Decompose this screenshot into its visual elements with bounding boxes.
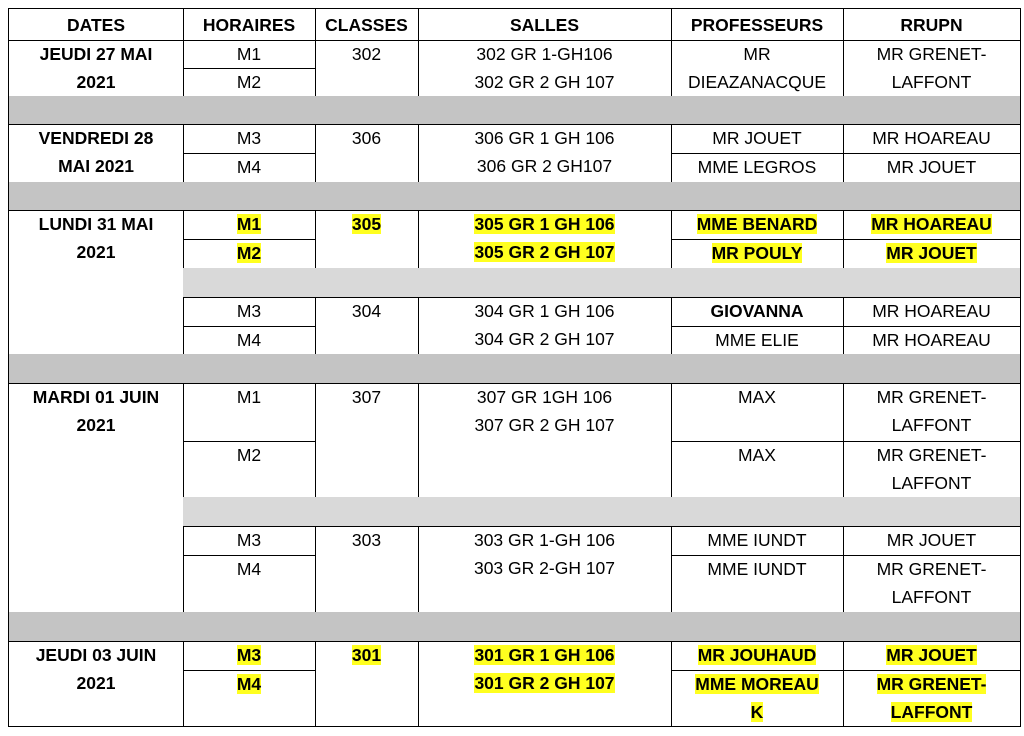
salle-text: 305 GR 1 GH 106 xyxy=(474,214,615,234)
inner-separator xyxy=(843,497,1021,527)
horaire-text: M4 xyxy=(236,330,262,350)
horaire-cell xyxy=(183,40,316,69)
separator-row xyxy=(8,182,184,211)
rrupn-cell xyxy=(843,297,1021,327)
salle-cell xyxy=(418,210,672,269)
horaire-text: M3 xyxy=(236,128,262,148)
rrupn-text: MR GRENET- xyxy=(876,445,987,465)
horaire-cell xyxy=(183,239,316,269)
date-text: JEUDI 03 JUIN xyxy=(35,645,157,665)
inner-separator xyxy=(183,497,316,527)
separator-row xyxy=(671,354,844,384)
separator-row xyxy=(671,612,844,642)
salle-text: 301 GR 2 GH 107 xyxy=(474,673,615,693)
horaire-cell xyxy=(183,641,316,671)
separator-row xyxy=(8,354,184,384)
inner-separator xyxy=(843,268,1021,298)
separator-row xyxy=(418,612,672,642)
date-text: 2021 xyxy=(76,242,116,262)
classe-cell xyxy=(315,383,419,498)
salle-text: 307 GR 2 GH 107 xyxy=(474,415,615,435)
rrupn-text: MR JOUET xyxy=(886,243,977,263)
professeur-cell xyxy=(671,40,844,97)
inner-separator xyxy=(315,497,419,527)
rrupn-text: MR GRENET- xyxy=(876,387,987,407)
rrupn-text: LAFFONT xyxy=(891,72,972,92)
professeur-text: MAX xyxy=(738,387,776,407)
horaire-cell xyxy=(183,441,316,498)
professeur-text: MR JOUHAUD xyxy=(697,645,817,665)
rrupn-cell xyxy=(843,40,1021,97)
professeur-text: MME IUNDT xyxy=(707,530,807,550)
date-text: 2021 xyxy=(76,72,116,92)
horaire-text: M4 xyxy=(236,559,262,579)
inner-separator xyxy=(671,268,844,298)
inner-separator xyxy=(418,268,672,298)
classe-cell xyxy=(315,297,419,355)
salle-text: 307 GR 1GH 106 xyxy=(476,387,613,407)
separator-row xyxy=(671,96,844,125)
horaire-cell xyxy=(183,124,316,154)
date-cell xyxy=(8,40,184,97)
rrupn-text: LAFFONT xyxy=(890,702,973,722)
classe-text: 303 xyxy=(351,530,382,550)
date-text: MARDI 01 JUIN xyxy=(32,387,160,407)
rrupn-text: LAFFONT xyxy=(891,415,972,435)
professeur-cell xyxy=(671,326,844,355)
inner-separator xyxy=(315,268,419,298)
rrupn-cell xyxy=(843,210,1021,240)
professeur-cell xyxy=(671,670,844,727)
header-label: RRUPN xyxy=(900,15,963,35)
header-label: PROFESSEURS xyxy=(690,15,824,35)
classe-text: 304 xyxy=(351,301,382,321)
header-dates xyxy=(8,8,184,41)
header-label: HORAIRES xyxy=(202,15,296,35)
separator-row xyxy=(8,612,184,642)
horaire-cell xyxy=(183,326,316,355)
professeur-cell xyxy=(671,641,844,671)
separator-row xyxy=(8,96,184,125)
professeur-cell xyxy=(671,526,844,556)
salle-text: 302 GR 1-GH106 xyxy=(476,44,613,64)
classe-text: 307 xyxy=(351,387,382,407)
professeur-text: MR JOUET xyxy=(712,128,802,148)
salle-cell xyxy=(418,40,672,97)
horaire-cell xyxy=(183,526,316,556)
separator-row xyxy=(183,182,316,211)
horaire-text: M4 xyxy=(236,674,262,694)
date-text: VENDREDI 28 xyxy=(38,128,154,148)
classe-text: 302 xyxy=(351,44,382,64)
horaire-cell xyxy=(183,153,316,183)
separator-row xyxy=(315,612,419,642)
salle-text: 302 GR 2 GH 107 xyxy=(474,72,615,92)
horaire-text: M3 xyxy=(236,301,262,321)
inner-separator xyxy=(418,497,672,527)
separator-row xyxy=(418,96,672,125)
header-classes xyxy=(315,8,419,41)
date-cell xyxy=(8,641,184,727)
separator-row xyxy=(843,182,1021,211)
professeur-text: MME IUNDT xyxy=(707,559,807,579)
rrupn-text: MR GRENET- xyxy=(876,44,987,64)
horaire-cell xyxy=(183,670,316,727)
salle-cell xyxy=(418,526,672,613)
salle-text: 301 GR 1 GH 106 xyxy=(474,645,615,665)
horaire-text: M2 xyxy=(236,72,262,92)
header-horaires xyxy=(183,8,316,41)
professeur-cell xyxy=(671,124,844,154)
rrupn-text: LAFFONT xyxy=(891,473,972,493)
horaire-text: M2 xyxy=(236,243,262,263)
classe-cell xyxy=(315,641,419,727)
professeur-cell xyxy=(671,153,844,183)
professeur-cell xyxy=(671,555,844,613)
date-text: 2021 xyxy=(76,415,116,435)
classe-cell xyxy=(315,526,419,613)
rrupn-cell xyxy=(843,555,1021,613)
rrupn-text: MR GRENET- xyxy=(876,674,987,694)
horaire-text: M2 xyxy=(236,445,262,465)
rrupn-cell xyxy=(843,670,1021,727)
rrupn-cell xyxy=(843,124,1021,154)
horaire-cell xyxy=(183,555,316,613)
date-text: JEUDI 27 MAI xyxy=(39,44,153,64)
date-cell xyxy=(8,210,184,355)
professeur-text: MME LEGROS xyxy=(697,157,817,177)
rrupn-text: MR HOAREAU xyxy=(871,214,992,234)
salle-text: 306 GR 1 GH 106 xyxy=(474,128,615,148)
separator-row xyxy=(183,354,316,384)
horaire-text: M3 xyxy=(236,645,262,665)
horaire-cell xyxy=(183,297,316,327)
professeur-cell xyxy=(671,297,844,327)
professeur-cell xyxy=(671,239,844,269)
inner-separator xyxy=(183,268,316,298)
separator-row xyxy=(843,612,1021,642)
professeur-cell xyxy=(671,210,844,240)
professeur-text: MR POULY xyxy=(711,243,803,263)
professeur-text: MME MOREAU xyxy=(695,674,819,694)
salle-cell xyxy=(418,641,672,727)
classe-cell xyxy=(315,210,419,269)
horaire-text: M1 xyxy=(236,214,262,234)
header-salles xyxy=(418,8,672,41)
horaire-text: M1 xyxy=(236,387,262,407)
professeur-text: GIOVANNA xyxy=(710,301,804,321)
classe-cell xyxy=(315,40,419,97)
separator-row xyxy=(843,96,1021,125)
horaire-text: M4 xyxy=(236,157,262,177)
professeur-text: K xyxy=(750,702,764,722)
rrupn-cell xyxy=(843,239,1021,269)
separator-row xyxy=(183,96,316,125)
salle-cell xyxy=(418,124,672,183)
rrupn-cell xyxy=(843,383,1021,442)
horaire-cell xyxy=(183,383,316,442)
professeur-text: MR xyxy=(743,44,771,64)
professeur-text: MME ELIE xyxy=(715,330,799,350)
classe-text: 301 xyxy=(351,645,382,665)
header-professeurs xyxy=(671,8,844,41)
date-text: 2021 xyxy=(76,673,116,693)
salle-cell xyxy=(418,383,672,498)
horaire-cell xyxy=(183,210,316,240)
separator-row xyxy=(418,354,672,384)
date-text: MAI 2021 xyxy=(58,156,134,176)
date-text: LUNDI 31 MAI xyxy=(38,214,154,234)
professeur-cell xyxy=(671,383,844,442)
salle-text: 304 GR 2 GH 107 xyxy=(474,329,615,349)
separator-row xyxy=(418,182,672,211)
classe-text: 305 xyxy=(351,214,382,234)
rrupn-text: MR JOUET xyxy=(886,530,977,550)
salle-text: 303 GR 2-GH 107 xyxy=(473,558,616,578)
horaire-text: M3 xyxy=(236,530,262,550)
separator-row xyxy=(315,354,419,384)
salle-text: 305 GR 2 GH 107 xyxy=(474,242,615,262)
professeur-text: DIEAZANACQUE xyxy=(687,72,827,92)
horaire-text: M1 xyxy=(236,44,262,64)
date-cell xyxy=(8,124,184,183)
header-rrupn xyxy=(843,8,1021,41)
rrupn-text: MR HOAREAU xyxy=(872,330,991,350)
rrupn-text: MR JOUET xyxy=(886,645,977,665)
separator-row xyxy=(183,612,316,642)
salle-text: 306 GR 2 GH107 xyxy=(476,156,613,176)
separator-row xyxy=(671,182,844,211)
header-label: CLASSES xyxy=(325,15,408,35)
date-cell xyxy=(8,383,184,613)
header-label: SALLES xyxy=(509,15,580,35)
classe-cell xyxy=(315,124,419,183)
rrupn-cell xyxy=(843,153,1021,183)
rrupn-text: MR HOAREAU xyxy=(872,128,991,148)
separator-row xyxy=(315,182,419,211)
professeur-text: MME BENARD xyxy=(696,214,818,234)
rrupn-cell xyxy=(843,641,1021,671)
rrupn-text: MR HOAREAU xyxy=(872,301,991,321)
rrupn-text: MR GRENET- xyxy=(876,559,987,579)
rrupn-cell xyxy=(843,326,1021,355)
rrupn-cell xyxy=(843,441,1021,498)
salle-text: 303 GR 1-GH 106 xyxy=(473,530,616,550)
professeur-text: MAX xyxy=(738,445,776,465)
inner-separator xyxy=(671,497,844,527)
classe-text: 306 xyxy=(351,128,382,148)
rrupn-cell xyxy=(843,526,1021,556)
rrupn-text: LAFFONT xyxy=(891,587,972,607)
horaire-cell xyxy=(183,68,316,97)
rrupn-text: MR JOUET xyxy=(886,157,977,177)
salle-cell xyxy=(418,297,672,355)
professeur-cell xyxy=(671,441,844,498)
separator-row xyxy=(315,96,419,125)
separator-row xyxy=(843,354,1021,384)
header-label: DATES xyxy=(66,15,125,35)
salle-text: 304 GR 1 GH 106 xyxy=(474,301,615,321)
